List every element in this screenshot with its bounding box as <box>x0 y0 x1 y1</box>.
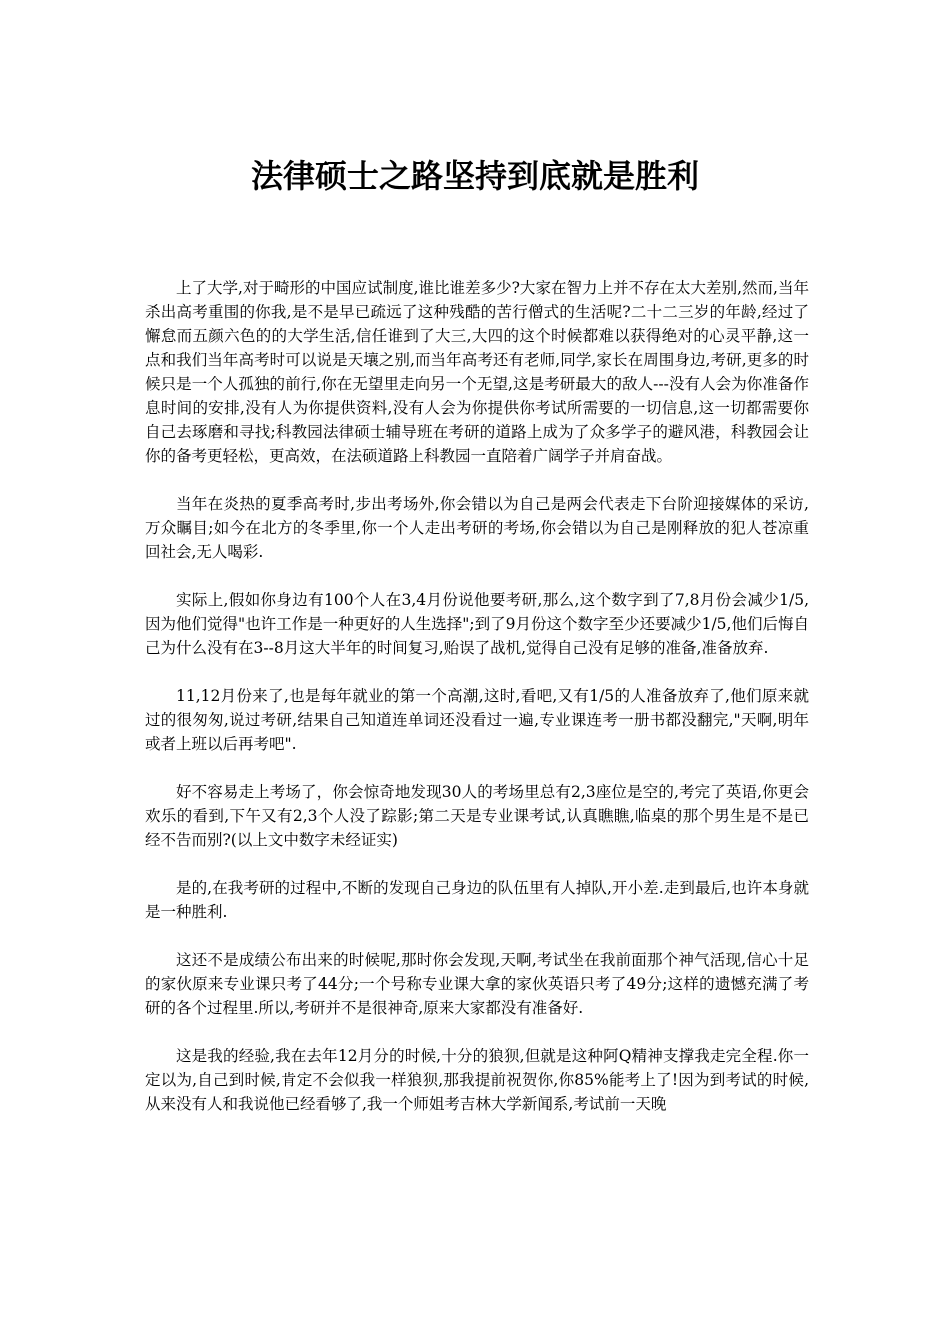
paragraph: 是的,在我考研的过程中,不断的发现自己身边的队伍里有人掉队,开小差.走到最后,也许本身就是一种胜利. <box>145 879 809 921</box>
paragraph: 这是我的经验,我在去年12月分的时候,十分的狼狈,但就是这种阿Q精神支撑我走完全程.你一定以为,自己到时候,肯定不会似我一样狼狈,那我提前祝贺你,你85%能考上了!因为到考试的时候,从来没有人和我说他已经看够了,我一个师姐考吉林大学新闻系,考试前一天晚 <box>145 1047 809 1113</box>
paragraph: 11,12月份来了,也是每年就业的第一个高潮,这时,看吧,又有1/5的人准备放弃了,他们原来就过的很匆匆,说过考研,结果自己知道连单词还没看过一遍,专业课连考一册书都没翻完,"天啊,明年或者上班以后再考吧". <box>145 687 809 753</box>
paragraph: 当年在炎热的夏季高考时,步出考场外,你会错以为自己是两会代表走下台阶迎接媒体的采访,万众瞩目;如今在北方的冬季里,你一个人走出考研的考场,你会错以为自己是刚释放的犯人苍凉重回社会,无人喝彩. <box>145 495 809 561</box>
paragraph: 实际上,假如你身边有100个人在3,4月份说他要考研,那么,这个数字到了7,8月份会减少1/5,因为他们觉得"也许工作是一种更好的人生选择";到了9月份这个数字至少还要减少1/5,他们后悔自己为什么没有在3--8月这大半年的时间复习,贻误了战机,觉得自己没有足够的准备,准备放弃. <box>145 591 809 657</box>
document-title: 法律硕士之路坚持到底就是胜利 <box>250 157 699 195</box>
document-body <box>145 276 809 1140</box>
paragraph: 这还不是成绩公布出来的时候呢,那时你会发现,天啊,考试坐在我前面那个神气活现,信心十足的家伙原来专业课只考了44分;一个号称专业课大拿的家伙英语只考了49分;这样的遗憾充满了考研的各个过程里.所以,考研并不是很神奇,原来大家都没有准备好. <box>145 951 809 1017</box>
paragraph: 上了大学,对于畸形的中国应试制度,谁比谁差多少?大家在智力上并不存在太大差别,然而,当年杀出高考重围的你我,是不是早已疏远了这种残酷的苦行僧式的生活呢?二十二三岁的年龄,经过了懈怠而五颜六色的的大学生活,信任谁到了大三,大四的这个时候都难以获得绝对的心灵平静,这一点和我们当年高考时可以说是天壤之别,而当年高考还有老师,同学,家长在周围身边,考研,更多的时候只是一个人孤独的前行,你在无望里走向另一个无望,这是考研最大的敌人---没有人会为你准备作息时间的安排,没有人为你提供资料,没有人会为你提供你考试所需要的一切信息,这一切都需要你自己去琢磨和寻找;科教园法律硕士辅导班在考研的道路上成为了众多学子的避风港，科教园会让你的备考更轻松，更高效，在法硕道路上科教园一直陪着广阔学子并肩奋战。 <box>145 279 809 465</box>
paragraph: 好不容易走上考场了，你会惊奇地发现30人的考场里总有2,3座位是空的,考完了英语,你更会欢乐的看到,下午又有2,3个人没了踪影;第二天是专业课考试,认真瞧瞧,临桌的那个男生是不是已经不告而别?(以上文中数字未经证实) <box>145 783 809 849</box>
